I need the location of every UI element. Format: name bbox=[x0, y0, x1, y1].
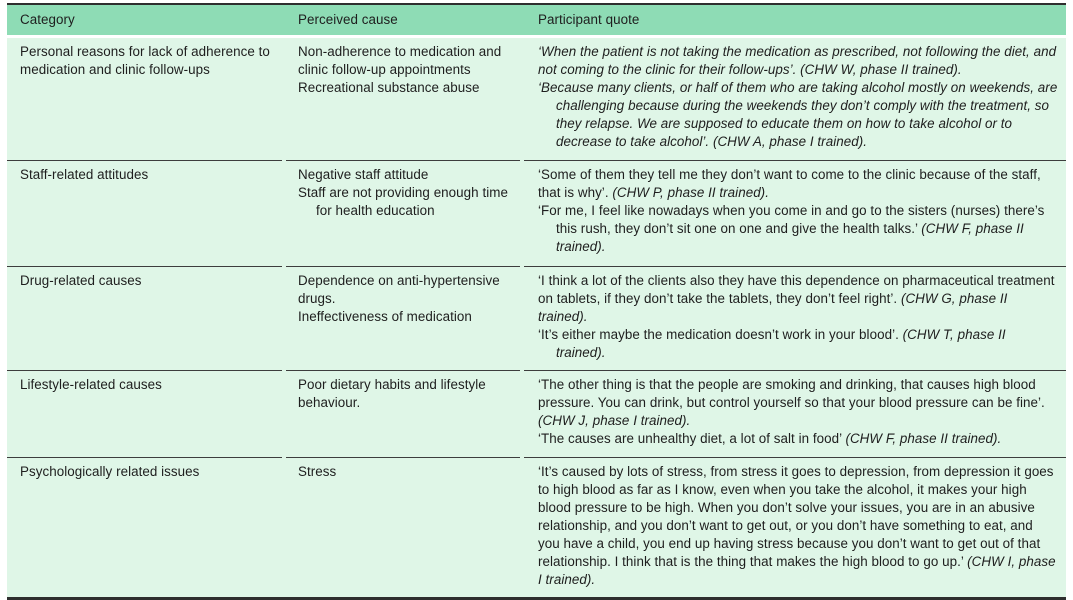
cause-item: Recreational substance abuse bbox=[298, 80, 480, 95]
cause-cell bbox=[286, 38, 520, 160]
quote-item: ‘When the patient is not taking the medication as prescribed, not following the diet, and not coming to the clinic for their follow-ups’. (CHW W, phase II trained). bbox=[538, 44, 1057, 77]
category-cell bbox=[7, 370, 282, 457]
table-body bbox=[7, 38, 1066, 597]
cause-cell bbox=[286, 457, 520, 597]
quote-item: ‘Some of them they tell me they don’t want to come to the clinic because of the staff, that is why’. (CHW P, phase II trained). bbox=[538, 167, 1041, 200]
category-text: Personal reasons for lack of adherence to medication and clinic follow-ups bbox=[20, 44, 270, 77]
quote-item: ‘The causes are unhealthy diet, a lot of salt in food’ (CHW F, phase II trained). bbox=[538, 431, 1002, 446]
cause-cell bbox=[286, 160, 520, 266]
quote-attribution: (CHW F, phase II trained). bbox=[845, 431, 1002, 446]
cause-item: Ineffectiveness of medication bbox=[298, 309, 472, 324]
cause-item: Negative staff attitude bbox=[298, 167, 429, 182]
quote-cell bbox=[524, 38, 1066, 160]
quote-cell bbox=[524, 266, 1066, 370]
quote-attribution: (CHW J, phase I trained). bbox=[538, 413, 691, 428]
category-cell bbox=[7, 266, 282, 370]
quote-item: ‘It’s caused by lots of stress, from stress it goes to depression, from depression it goes to high blood as far as I know, even when you take the alcohol, it makes your high blood pressure to be high. When you don’t solve your issues, you are in an abusive relationship, and you don’t want to get out, or you don’t have something to eat, and you have a child, you end up having stress because you don’t want to get out of that relationship. I think that is the thing that makes the high blood to go up.’ (CHW I, phase I trained). bbox=[538, 464, 1056, 587]
category-cell bbox=[7, 457, 282, 597]
quote-cell bbox=[524, 370, 1066, 457]
category-text: Staff-related attitudes bbox=[20, 167, 149, 182]
category-cell bbox=[7, 160, 282, 266]
category-text: Lifestyle-related causes bbox=[20, 377, 162, 392]
category-text: Psychologically related issues bbox=[20, 464, 200, 479]
cause-cell bbox=[286, 266, 520, 370]
cause-item: Stress bbox=[298, 464, 337, 479]
column-header-category: Category bbox=[20, 12, 75, 27]
cause-item: Dependence on anti-hypertensive drugs. bbox=[298, 273, 500, 306]
quote-attribution: (CHW W, phase II trained). bbox=[800, 62, 962, 77]
cause-cell bbox=[286, 370, 520, 457]
table-header-row bbox=[7, 5, 1066, 35]
quote-attribution: (CHW A, phase I trained). bbox=[712, 134, 867, 149]
category-cell bbox=[7, 38, 282, 160]
cause-item: Non-adherence to medication and clinic follow-up appointments bbox=[298, 44, 502, 77]
table-row bbox=[7, 160, 1066, 266]
quote-attribution: (CHW P, phase II trained). bbox=[612, 185, 769, 200]
quote-item: ‘It’s either maybe the medication doesn’t work in your blood’. (CHW T, phase II trained). bbox=[538, 327, 1006, 360]
qualitative-findings-table bbox=[7, 3, 1066, 600]
quote-cell bbox=[524, 160, 1066, 266]
quote-item: ‘The other thing is that the people are smoking and drinking, that causes high blood pressure. You can drink, but control yourself so that your blood pressure can be fine’. (CHW J, phase I trained). bbox=[538, 377, 1045, 428]
quote-attribution: (CHW G, phase II trained). bbox=[538, 291, 1008, 324]
table-row bbox=[7, 266, 1066, 370]
quote-attribution: (CHW T, phase II trained). bbox=[556, 327, 1006, 360]
cause-item: Staff are not providing enough time for health education bbox=[298, 185, 508, 218]
quote-cell bbox=[524, 457, 1066, 597]
quote-item: ‘Because many clients, or half of them who are taking alcohol mostly on weekends, are challenging because during the weekends they don’t comply with the treatment, so they relapse. We are supposed to educate them on how to take alcohol or to decrease to take alcohol’. (CHW A, phase I trained). bbox=[538, 80, 1058, 149]
category-text: Drug-related causes bbox=[20, 273, 142, 288]
quote-item: ‘I think a lot of the clients also they have this dependence on pharmaceutical treatment on tablets, if they don’t take the tablets, they don’t feel right’. (CHW G, phase II trained). bbox=[538, 273, 1055, 324]
table-row bbox=[7, 38, 1066, 160]
column-header-participant-quote: Participant quote bbox=[538, 12, 640, 27]
cause-item: Poor dietary habits and lifestyle behaviour. bbox=[298, 377, 486, 410]
quote-attribution: (CHW F, phase II trained). bbox=[556, 221, 1024, 254]
column-header-perceived-cause: Perceived cause bbox=[298, 12, 398, 27]
quote-item: ‘For me, I feel like nowadays when you come in and go to the sisters (nurses) there’s this rush, they don’t sit one on one and give the health talks.’ (CHW F, phase II trained). bbox=[538, 203, 1045, 254]
table-row bbox=[7, 457, 1066, 597]
quote-attribution: (CHW I, phase I trained). bbox=[538, 554, 1056, 587]
table-row bbox=[7, 370, 1066, 457]
